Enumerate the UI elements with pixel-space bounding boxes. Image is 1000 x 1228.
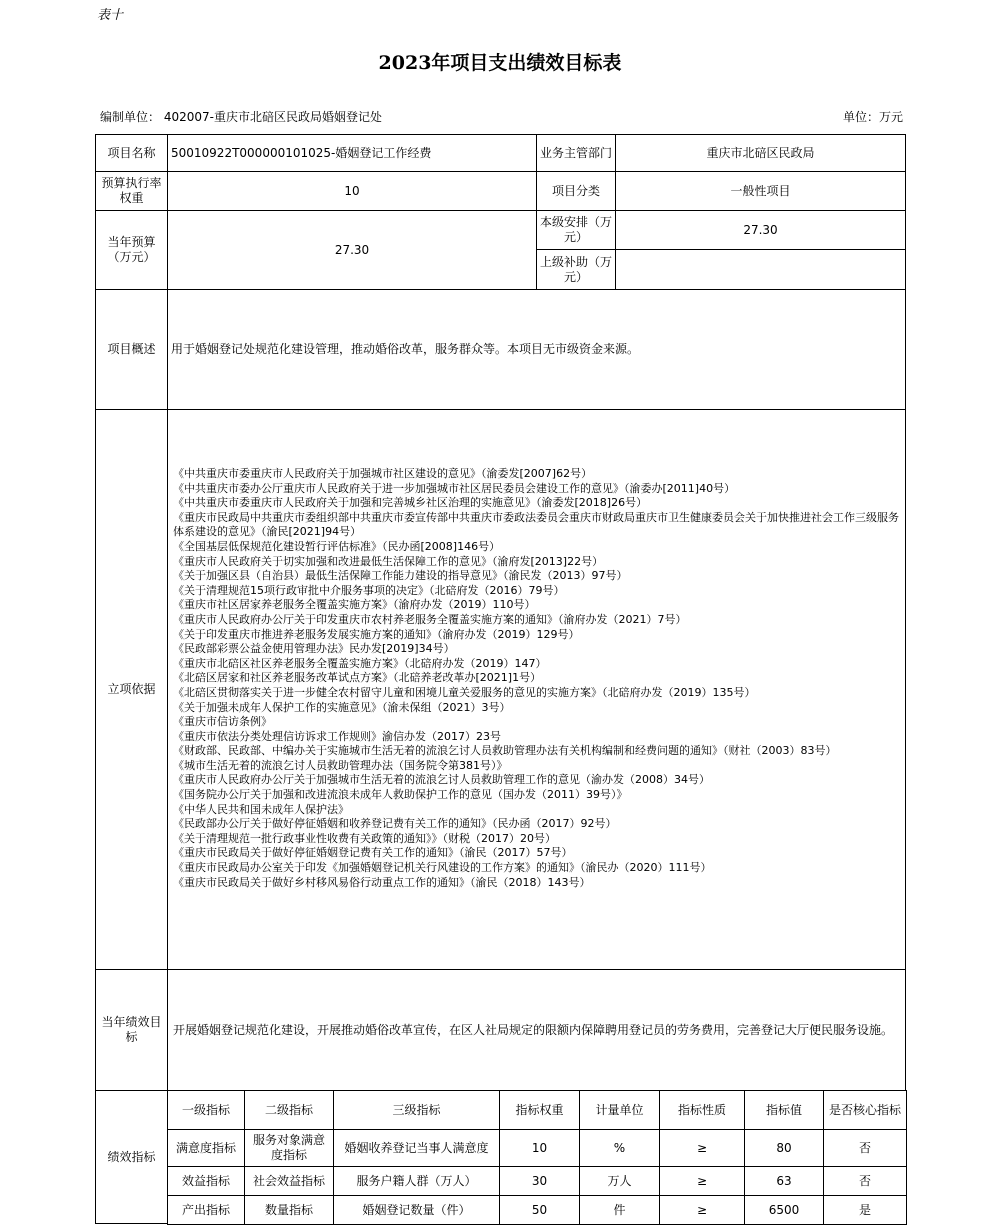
indicator-cell: 婚姻登记数量（件） bbox=[333, 1195, 500, 1225]
indicator-cell: 10 bbox=[499, 1129, 580, 1167]
indicator-header: 指标性质 bbox=[659, 1090, 745, 1130]
basis-label: 立项依据 bbox=[95, 409, 168, 970]
page-title: 2023年项目支出绩效目标表 bbox=[378, 52, 622, 74]
basis-item: 《重庆市依法分类处理信访诉求工作规则》渝信办发（2017）23号 bbox=[173, 729, 501, 743]
basis-item: 《重庆市社区居家养老服务全覆盖实施方案》（渝府办发（2019）110号） bbox=[173, 598, 536, 612]
superior-funding-value bbox=[615, 249, 906, 290]
basis-item: 《关于加强未成年人保护工作的实施意见》（渝未保组（2021）3号） bbox=[173, 700, 511, 714]
indicator-header: 三级指标 bbox=[333, 1090, 500, 1130]
indicator-cell: 社会效益指标 bbox=[244, 1166, 334, 1196]
dept-label: 业务主管部门 bbox=[536, 134, 616, 172]
indicator-header: 是否核心指标 bbox=[823, 1090, 907, 1130]
indicator-cell: 满意度指标 bbox=[167, 1129, 245, 1167]
indicator-cell: 否 bbox=[823, 1129, 907, 1167]
indicator-cell: 万人 bbox=[579, 1166, 660, 1196]
basis-item: 《国务院办公厅关于加强和改进流浪未成年人救助保护工作的意见（国办发（2011）39号）》 bbox=[173, 788, 628, 802]
basis-item: 《全国基层低保规范化建设暂行评估标准》（民办函[2008]146号） bbox=[173, 539, 501, 553]
indicator-cell: 是 bbox=[823, 1195, 907, 1225]
category-value: 一般性项目 bbox=[615, 171, 906, 211]
basis-item: 《关于清理规范一批行政事业性收费有关政策的通知》》（财税（2017）20号） bbox=[173, 831, 556, 845]
basis-item: 《城市生活无着的流浪乞讨人员救助管理办法（国务院令第381号）》 bbox=[173, 758, 508, 772]
basis-item: 《重庆市信访条例》 bbox=[173, 715, 272, 729]
indicator-cell: 6500 bbox=[744, 1195, 824, 1225]
basis-item: 《重庆市人民政府办公厅关于印发重庆市农村养老服务全覆盖实施方案的通知》（渝府办发（2021）7号） bbox=[173, 612, 687, 626]
basis-item: 《中共重庆市委办公厅重庆市人民政府关于进一步加强城市社区居民委员会建设工作的意见》（渝委办[2011]40号） bbox=[173, 481, 736, 495]
goal-value: 开展婚姻登记规范化建设，开展推动婚俗改革宣传，在区人社局规定的限额内保障聘用登记员的劳务费用，完善登记大厅便民服务设施。 bbox=[167, 969, 906, 1091]
indicator-cell: 63 bbox=[744, 1166, 824, 1196]
overview-value: 用于婚姻登记处规范化建设管理，推动婚俗改革，服务群众等。本项目无市级资金来源。 bbox=[167, 289, 906, 410]
project-name-value: 50010922T000000101025-婚姻登记工作经费 bbox=[167, 134, 537, 172]
basis-item: 《中华人民共和国未成年人保护法》 bbox=[173, 802, 349, 816]
weight-label: 预算执行率权重 bbox=[95, 171, 168, 211]
indicator-cell: 否 bbox=[823, 1166, 907, 1196]
local-funding-value: 27.30 bbox=[615, 210, 906, 250]
indicator-cell: 数量指标 bbox=[244, 1195, 334, 1225]
basis-item: 《中共重庆市委重庆市人民政府关于加强和完善城乡社区治理的实施意见》（渝委发[2018]26号） bbox=[173, 496, 648, 510]
indicator-header: 指标权重 bbox=[499, 1090, 580, 1130]
indicator-cell: 效益指标 bbox=[167, 1166, 245, 1196]
basis-item: 《中共重庆市委重庆市人民政府关于加强城市社区建设的意见》（渝委发[2007]62号） bbox=[173, 467, 593, 480]
basis-item: 《关于印发重庆市推进养老服务发展实施方案的通知》（渝府办发（2019）129号） bbox=[173, 627, 580, 641]
overview-label: 项目概述 bbox=[95, 289, 168, 410]
basis-item: 《重庆市民政局办公室关于印发《加强婚姻登记机关行风建设的工作方案》的通知》（渝民办（2020）111号） bbox=[173, 861, 712, 875]
currency-label: 单位：万元 bbox=[842, 110, 903, 124]
indicator-header: 二级指标 bbox=[244, 1090, 334, 1130]
basis-item: 《重庆市人民政府关于切实加强和改进最低生活保障工作的意见》（渝府发[2013]22号） bbox=[173, 554, 604, 568]
indicator-cell: 30 bbox=[499, 1166, 580, 1196]
indicator-cell: 80 bbox=[744, 1129, 824, 1167]
project-name-label: 项目名称 bbox=[95, 134, 168, 172]
basis-item: 《关于加强区县（自治县）最低生活保障工作能力建设的指导意见》（渝民发（2013）97号） bbox=[173, 569, 628, 583]
indicators-label: 绩效指标 bbox=[95, 1090, 168, 1224]
basis-list bbox=[173, 467, 901, 890]
basis-item: 《北碚区贯彻落实关于进一步健全农村留守儿童和困境儿童关爱服务的意见的实施方案》（北碚府办发（2019）135号） bbox=[173, 685, 756, 699]
indicator-cell: ≥ bbox=[659, 1195, 745, 1225]
dept-value: 重庆市北碚区民政局 bbox=[615, 134, 906, 172]
indicator-cell: ≥ bbox=[659, 1129, 745, 1167]
indicator-cell: 产出指标 bbox=[167, 1195, 245, 1225]
basis-content bbox=[167, 409, 906, 970]
basis-item: 《财政部、民政部、中编办关于实施城市生活无着的流浪乞讨人员救助管理办法有关机构编制和经费问题的通知》（财社（2003）83号） bbox=[173, 744, 837, 758]
basis-item: 《民政部彩票公益金使用管理办法》民办发[2019]34号） bbox=[173, 642, 455, 656]
budget-value: 27.30 bbox=[167, 210, 537, 290]
basis-item: 《北碚区居家和社区养老服务改革试点方案》（北碚养老改革办[2021]1号） bbox=[173, 671, 542, 685]
indicator-cell: 服务户籍人群（万人） bbox=[333, 1166, 500, 1196]
table-number: 表十 bbox=[97, 8, 124, 23]
local-funding-label: 本级安排（万元） bbox=[536, 210, 616, 250]
basis-item: 《关于清理规范15项行政审批中介服务事项的决定》（北碚府发（2016）79号） bbox=[173, 583, 565, 597]
superior-funding-label: 上级补助（万元） bbox=[536, 249, 616, 290]
weight-value: 10 bbox=[167, 171, 537, 211]
indicator-cell: ≥ bbox=[659, 1166, 745, 1196]
indicator-cell: 婚姻收养登记当事人满意度 bbox=[333, 1129, 500, 1167]
basis-item: 《重庆市北碚区社区养老服务全覆盖实施方案》（北碚府办发（2019）147） bbox=[173, 656, 547, 670]
indicator-cell: 50 bbox=[499, 1195, 580, 1225]
basis-item: 《民政部办公厅关于做好停征婚姻和收养登记费有关工作的通知》（民办函（2017）92号） bbox=[173, 817, 617, 831]
indicator-cell: 件 bbox=[579, 1195, 660, 1225]
basis-item: 《重庆市民政局中共重庆市委组织部中共重庆市委宣传部中共重庆市委政法委员会重庆市财政局重庆市卫生健康委员会关于加快推进社会工作三级服务体系建设的意见》（渝民[2021]94号） bbox=[173, 510, 899, 539]
indicator-cell: % bbox=[579, 1129, 660, 1167]
indicator-header: 计量单位 bbox=[579, 1090, 660, 1130]
indicator-header: 一级指标 bbox=[167, 1090, 245, 1130]
basis-item: 《重庆市民政局关于做好停征婚姻登记费有关工作的通知》（渝民（2017）57号） bbox=[173, 846, 573, 860]
budget-label: 当年预算（万元） bbox=[95, 210, 168, 290]
indicator-header: 指标值 bbox=[744, 1090, 824, 1130]
indicator-cell: 服务对象满意度指标 bbox=[244, 1129, 334, 1167]
basis-item: 《重庆市人民政府办公厅关于加强城市生活无着的流浪乞讨人员救助管理工作的意见（渝办发（2008）34号） bbox=[173, 773, 710, 787]
goal-label: 当年绩效目标 bbox=[95, 969, 168, 1091]
unit-label: 编制单位： 402007-重庆市北碚区民政局婚姻登记处 bbox=[100, 110, 382, 124]
basis-item: 《重庆市民政局关于做好乡村移风易俗行动重点工作的通知》（渝民（2018）143号） bbox=[173, 875, 591, 889]
category-label: 项目分类 bbox=[536, 171, 616, 211]
